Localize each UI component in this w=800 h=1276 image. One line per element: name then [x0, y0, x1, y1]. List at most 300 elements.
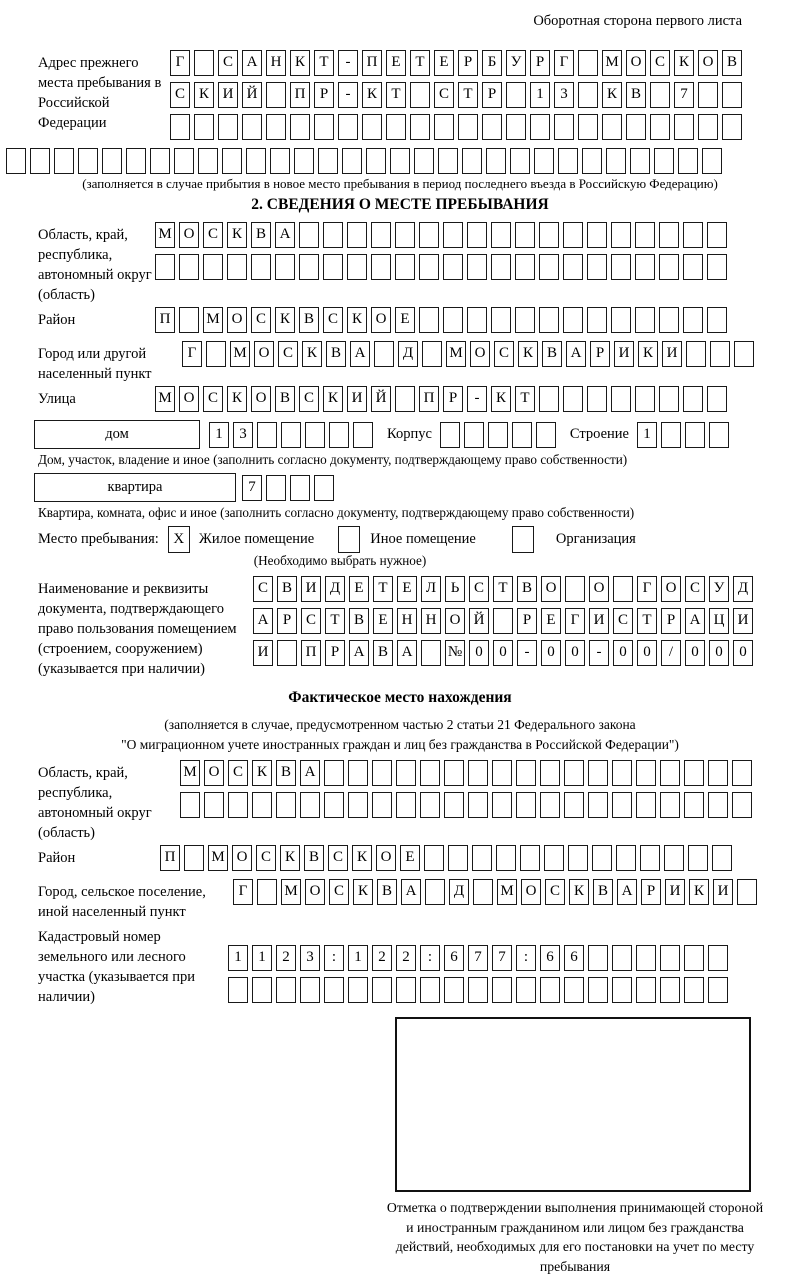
char-cell[interactable] [516, 977, 536, 1003]
char-cell[interactable] [299, 254, 319, 280]
char-cell[interactable] [425, 879, 445, 905]
char-cell[interactable] [276, 792, 296, 818]
char-cell[interactable] [492, 792, 512, 818]
char-cell[interactable] [443, 222, 463, 248]
char-cell[interactable]: Д [325, 576, 345, 602]
char-cell[interactable]: Д [398, 341, 418, 367]
char-cell[interactable] [688, 845, 708, 871]
char-cell[interactable]: - [589, 640, 609, 666]
char-cell[interactable]: П [160, 845, 180, 871]
char-cell[interactable] [342, 148, 362, 174]
char-cell[interactable] [434, 114, 454, 140]
char-cell[interactable]: 0 [565, 640, 585, 666]
char-cell[interactable]: К [227, 386, 247, 412]
char-cell[interactable] [372, 760, 392, 786]
char-cell[interactable] [534, 148, 554, 174]
char-cell[interactable] [242, 114, 262, 140]
char-cell[interactable] [362, 114, 382, 140]
char-cell[interactable]: С [301, 608, 321, 634]
char-cell[interactable] [708, 977, 728, 1003]
char-cell[interactable] [275, 254, 295, 280]
char-cell[interactable] [544, 845, 564, 871]
char-cell[interactable] [698, 114, 718, 140]
char-cell[interactable]: А [401, 879, 421, 905]
char-cell[interactable] [707, 307, 727, 333]
char-cell[interactable] [270, 148, 290, 174]
char-cell[interactable]: Е [400, 845, 420, 871]
char-cell[interactable] [414, 148, 434, 174]
char-cell[interactable] [290, 114, 310, 140]
char-cell[interactable] [520, 845, 540, 871]
char-cell[interactable] [493, 608, 513, 634]
char-cell[interactable]: 3 [300, 945, 320, 971]
char-cell[interactable]: Д [733, 576, 753, 602]
char-cell[interactable]: С [203, 222, 223, 248]
char-cell[interactable] [612, 977, 632, 1003]
char-cell[interactable] [659, 254, 679, 280]
checkbox-inoe-pomeshchenie[interactable] [338, 526, 360, 553]
char-cell[interactable]: 6 [564, 945, 584, 971]
char-cell[interactable] [468, 760, 488, 786]
char-cell[interactable] [194, 114, 214, 140]
char-cell[interactable] [281, 422, 301, 448]
char-cell[interactable] [318, 148, 338, 174]
char-cell[interactable]: Т [637, 608, 657, 634]
char-cell[interactable]: И [614, 341, 634, 367]
char-cell[interactable] [710, 341, 730, 367]
char-cell[interactable] [468, 792, 488, 818]
char-cell[interactable] [506, 82, 526, 108]
char-cell[interactable]: - [338, 82, 358, 108]
char-cell[interactable] [640, 845, 660, 871]
char-cell[interactable]: Р [482, 82, 502, 108]
char-cell[interactable] [732, 792, 752, 818]
char-cell[interactable] [395, 254, 415, 280]
char-cell[interactable] [257, 879, 277, 905]
char-cell[interactable]: А [397, 640, 417, 666]
char-cell[interactable]: П [419, 386, 439, 412]
char-cell[interactable] [300, 977, 320, 1003]
char-cell[interactable] [659, 307, 679, 333]
char-cell[interactable] [554, 114, 574, 140]
char-cell[interactable]: И [713, 879, 733, 905]
char-cell[interactable] [482, 114, 502, 140]
char-cell[interactable]: С [218, 50, 238, 76]
char-cell[interactable]: В [299, 307, 319, 333]
char-cell[interactable] [578, 114, 598, 140]
char-cell[interactable]: 6 [444, 945, 464, 971]
char-cell[interactable] [616, 845, 636, 871]
char-cell[interactable]: С [329, 879, 349, 905]
char-cell[interactable]: П [155, 307, 175, 333]
char-cell[interactable]: 0 [613, 640, 633, 666]
char-cell[interactable] [660, 760, 680, 786]
char-cell[interactable] [678, 148, 698, 174]
char-cell[interactable]: И [662, 341, 682, 367]
char-cell[interactable] [277, 640, 297, 666]
char-cell[interactable]: М [281, 879, 301, 905]
char-cell[interactable]: М [446, 341, 466, 367]
char-cell[interactable] [329, 422, 349, 448]
char-cell[interactable] [251, 254, 271, 280]
char-cell[interactable]: / [661, 640, 681, 666]
char-cell[interactable] [684, 977, 704, 1003]
char-cell[interactable] [464, 422, 484, 448]
char-cell[interactable]: С [494, 341, 514, 367]
char-cell[interactable] [587, 222, 607, 248]
char-cell[interactable]: И [218, 82, 238, 108]
char-cell[interactable]: К [674, 50, 694, 76]
char-cell[interactable] [491, 254, 511, 280]
char-cell[interactable]: 0 [685, 640, 705, 666]
char-cell[interactable]: М [180, 760, 200, 786]
char-cell[interactable] [540, 792, 560, 818]
char-cell[interactable] [539, 307, 559, 333]
char-cell[interactable]: Ц [709, 608, 729, 634]
char-cell[interactable] [386, 114, 406, 140]
char-cell[interactable] [371, 222, 391, 248]
char-cell[interactable]: С [434, 82, 454, 108]
char-cell[interactable]: И [347, 386, 367, 412]
char-cell[interactable] [540, 977, 560, 1003]
char-cell[interactable]: Р [517, 608, 537, 634]
char-cell[interactable] [420, 792, 440, 818]
char-cell[interactable] [78, 148, 98, 174]
char-cell[interactable]: Е [386, 50, 406, 76]
char-cell[interactable] [444, 792, 464, 818]
char-cell[interactable] [444, 760, 464, 786]
char-cell[interactable] [420, 977, 440, 1003]
char-cell[interactable] [323, 222, 343, 248]
char-cell[interactable] [491, 307, 511, 333]
char-cell[interactable] [712, 845, 732, 871]
char-cell[interactable] [737, 879, 757, 905]
char-cell[interactable]: 6 [540, 945, 560, 971]
char-cell[interactable] [578, 82, 598, 108]
char-cell[interactable]: О [521, 879, 541, 905]
char-cell[interactable] [419, 222, 439, 248]
char-cell[interactable] [630, 148, 650, 174]
char-cell[interactable] [372, 792, 392, 818]
char-cell[interactable] [683, 254, 703, 280]
char-cell[interactable]: 1 [209, 422, 229, 448]
char-cell[interactable] [587, 386, 607, 412]
char-cell[interactable] [422, 341, 442, 367]
char-cell[interactable]: К [491, 386, 511, 412]
char-cell[interactable] [516, 760, 536, 786]
char-cell[interactable]: К [352, 845, 372, 871]
char-cell[interactable]: М [203, 307, 223, 333]
char-cell[interactable] [659, 222, 679, 248]
char-cell[interactable] [674, 114, 694, 140]
char-cell[interactable] [496, 845, 516, 871]
char-cell[interactable] [588, 945, 608, 971]
char-cell[interactable] [536, 422, 556, 448]
char-cell[interactable] [563, 386, 583, 412]
char-cell[interactable] [686, 341, 706, 367]
char-cell[interactable] [558, 148, 578, 174]
char-cell[interactable]: П [290, 82, 310, 108]
char-cell[interactable] [6, 148, 26, 174]
char-cell[interactable]: В [277, 576, 297, 602]
char-cell[interactable] [613, 576, 633, 602]
char-cell[interactable] [324, 977, 344, 1003]
char-cell[interactable]: В [326, 341, 346, 367]
char-cell[interactable] [510, 148, 530, 174]
char-cell[interactable]: : [420, 945, 440, 971]
char-cell[interactable]: В [251, 222, 271, 248]
char-cell[interactable]: С [256, 845, 276, 871]
char-cell[interactable]: В [722, 50, 742, 76]
char-cell[interactable] [299, 222, 319, 248]
char-cell[interactable] [587, 307, 607, 333]
char-cell[interactable]: - [517, 640, 537, 666]
char-cell[interactable] [421, 640, 441, 666]
char-cell[interactable] [473, 879, 493, 905]
char-cell[interactable]: И [733, 608, 753, 634]
char-cell[interactable] [366, 148, 386, 174]
char-cell[interactable]: К [227, 222, 247, 248]
char-cell[interactable]: Н [397, 608, 417, 634]
char-cell[interactable]: Т [373, 576, 393, 602]
char-cell[interactable]: 0 [709, 640, 729, 666]
char-cell[interactable]: В [377, 879, 397, 905]
char-cell[interactable] [540, 760, 560, 786]
char-cell[interactable] [348, 760, 368, 786]
char-cell[interactable] [563, 307, 583, 333]
char-cell[interactable]: Р [325, 640, 345, 666]
char-cell[interactable]: Й [242, 82, 262, 108]
char-cell[interactable] [707, 386, 727, 412]
char-cell[interactable]: О [698, 50, 718, 76]
char-cell[interactable] [602, 114, 622, 140]
char-cell[interactable]: С [469, 576, 489, 602]
char-cell[interactable]: И [301, 576, 321, 602]
char-cell[interactable]: Г [565, 608, 585, 634]
char-cell[interactable]: К [569, 879, 589, 905]
char-cell[interactable]: Т [314, 50, 334, 76]
char-cell[interactable]: С [650, 50, 670, 76]
char-cell[interactable]: Р [443, 386, 463, 412]
char-cell[interactable] [348, 792, 368, 818]
char-cell[interactable]: 0 [469, 640, 489, 666]
char-cell[interactable]: У [506, 50, 526, 76]
char-cell[interactable] [252, 977, 272, 1003]
char-cell[interactable] [626, 114, 646, 140]
char-cell[interactable]: 3 [554, 82, 574, 108]
char-cell[interactable] [516, 792, 536, 818]
char-cell[interactable] [155, 254, 175, 280]
char-cell[interactable] [685, 422, 705, 448]
char-cell[interactable]: 0 [541, 640, 561, 666]
char-cell[interactable] [410, 114, 430, 140]
char-cell[interactable]: - [338, 50, 358, 76]
char-cell[interactable] [707, 222, 727, 248]
char-cell[interactable]: Е [395, 307, 415, 333]
char-cell[interactable]: К [290, 50, 310, 76]
char-cell[interactable]: С [323, 307, 343, 333]
char-cell[interactable] [708, 945, 728, 971]
char-cell[interactable]: К [323, 386, 343, 412]
char-cell[interactable] [734, 341, 754, 367]
char-cell[interactable]: Т [386, 82, 406, 108]
char-cell[interactable] [636, 945, 656, 971]
char-cell[interactable]: С [251, 307, 271, 333]
char-cell[interactable] [565, 576, 585, 602]
char-cell[interactable] [472, 845, 492, 871]
char-cell[interactable] [444, 977, 464, 1003]
char-cell[interactable]: О [305, 879, 325, 905]
char-cell[interactable]: Л [421, 576, 441, 602]
checkbox-zhiloe-pomeshchenie[interactable]: X [168, 526, 190, 553]
char-cell[interactable] [722, 114, 742, 140]
char-cell[interactable]: О [179, 386, 199, 412]
char-cell[interactable] [635, 254, 655, 280]
char-cell[interactable]: О [470, 341, 490, 367]
char-cell[interactable]: Е [373, 608, 393, 634]
char-cell[interactable] [660, 945, 680, 971]
char-cell[interactable] [347, 254, 367, 280]
char-cell[interactable] [419, 307, 439, 333]
char-cell[interactable]: Е [349, 576, 369, 602]
char-cell[interactable] [179, 254, 199, 280]
char-cell[interactable] [396, 792, 416, 818]
char-cell[interactable] [443, 307, 463, 333]
char-cell[interactable]: К [518, 341, 538, 367]
char-cell[interactable] [684, 792, 704, 818]
char-cell[interactable]: : [324, 945, 344, 971]
char-cell[interactable]: И [589, 608, 609, 634]
char-cell[interactable]: К [275, 307, 295, 333]
char-cell[interactable] [515, 307, 535, 333]
char-cell[interactable] [194, 50, 214, 76]
char-cell[interactable] [660, 792, 680, 818]
char-cell[interactable]: И [253, 640, 273, 666]
char-cell[interactable] [467, 222, 487, 248]
char-cell[interactable] [396, 760, 416, 786]
char-cell[interactable]: М [208, 845, 228, 871]
char-cell[interactable]: - [467, 386, 487, 412]
char-cell[interactable] [650, 82, 670, 108]
char-cell[interactable] [150, 148, 170, 174]
char-cell[interactable]: Р [458, 50, 478, 76]
char-cell[interactable] [661, 422, 681, 448]
char-cell[interactable] [206, 341, 226, 367]
char-cell[interactable]: В [517, 576, 537, 602]
char-cell[interactable] [707, 254, 727, 280]
char-cell[interactable] [390, 148, 410, 174]
char-cell[interactable]: Н [266, 50, 286, 76]
char-cell[interactable] [424, 845, 444, 871]
char-cell[interactable]: К [353, 879, 373, 905]
char-cell[interactable]: С [545, 879, 565, 905]
char-cell[interactable] [530, 114, 550, 140]
char-cell[interactable] [410, 82, 430, 108]
char-cell[interactable]: О [371, 307, 391, 333]
char-cell[interactable]: В [593, 879, 613, 905]
char-cell[interactable]: О [227, 307, 247, 333]
char-cell[interactable]: К [280, 845, 300, 871]
char-cell[interactable] [179, 307, 199, 333]
char-cell[interactable]: В [304, 845, 324, 871]
char-cell[interactable]: Р [277, 608, 297, 634]
char-cell[interactable]: М [602, 50, 622, 76]
char-cell[interactable]: 7 [674, 82, 694, 108]
char-cell[interactable] [636, 792, 656, 818]
char-cell[interactable] [606, 148, 626, 174]
char-cell[interactable]: 0 [637, 640, 657, 666]
char-cell[interactable] [419, 254, 439, 280]
char-cell[interactable] [684, 945, 704, 971]
char-cell[interactable] [492, 760, 512, 786]
char-cell[interactable] [462, 148, 482, 174]
char-cell[interactable]: Т [325, 608, 345, 634]
char-cell[interactable]: О [589, 576, 609, 602]
char-cell[interactable] [654, 148, 674, 174]
char-cell[interactable]: С [228, 760, 248, 786]
char-cell[interactable]: 1 [637, 422, 657, 448]
char-cell[interactable]: В [373, 640, 393, 666]
char-cell[interactable]: В [349, 608, 369, 634]
char-cell[interactable]: Р [530, 50, 550, 76]
char-cell[interactable]: И [665, 879, 685, 905]
char-cell[interactable]: В [275, 386, 295, 412]
char-cell[interactable] [568, 845, 588, 871]
char-cell[interactable]: Е [434, 50, 454, 76]
char-cell[interactable] [203, 254, 223, 280]
char-cell[interactable] [218, 114, 238, 140]
char-cell[interactable]: Т [458, 82, 478, 108]
char-cell[interactable] [443, 254, 463, 280]
char-cell[interactable] [438, 148, 458, 174]
char-cell[interactable] [174, 148, 194, 174]
char-cell[interactable] [314, 114, 334, 140]
checkbox-organizatsiya[interactable] [512, 526, 534, 553]
char-cell[interactable]: Б [482, 50, 502, 76]
char-cell[interactable] [458, 114, 478, 140]
char-cell[interactable] [611, 222, 631, 248]
char-cell[interactable]: Т [410, 50, 430, 76]
char-cell[interactable]: Н [421, 608, 441, 634]
char-cell[interactable] [170, 114, 190, 140]
char-cell[interactable] [683, 386, 703, 412]
char-cell[interactable] [539, 386, 559, 412]
char-cell[interactable] [587, 254, 607, 280]
char-cell[interactable]: У [709, 576, 729, 602]
char-cell[interactable]: П [362, 50, 382, 76]
char-cell[interactable]: Й [469, 608, 489, 634]
char-cell[interactable] [467, 307, 487, 333]
char-cell[interactable]: А [275, 222, 295, 248]
char-cell[interactable] [702, 148, 722, 174]
char-cell[interactable] [180, 792, 200, 818]
char-cell[interactable]: А [617, 879, 637, 905]
char-cell[interactable]: Ь [445, 576, 465, 602]
char-cell[interactable] [635, 222, 655, 248]
char-cell[interactable] [324, 792, 344, 818]
char-cell[interactable] [588, 977, 608, 1003]
char-cell[interactable] [300, 792, 320, 818]
char-cell[interactable]: А [349, 640, 369, 666]
char-cell[interactable]: С [613, 608, 633, 634]
char-cell[interactable] [184, 845, 204, 871]
char-cell[interactable] [374, 341, 394, 367]
char-cell[interactable] [506, 114, 526, 140]
char-cell[interactable]: К [194, 82, 214, 108]
char-cell[interactable] [290, 475, 310, 501]
char-cell[interactable] [266, 114, 286, 140]
char-cell[interactable] [468, 977, 488, 1003]
